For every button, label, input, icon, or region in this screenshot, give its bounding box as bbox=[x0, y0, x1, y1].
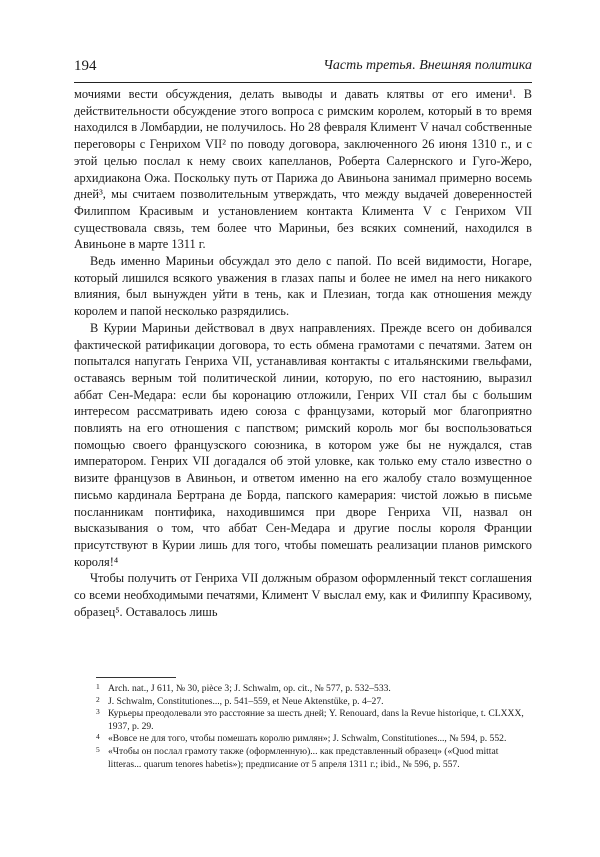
footnote bbox=[96, 683, 532, 696]
footnotes bbox=[96, 683, 532, 771]
footnote-rule bbox=[96, 677, 176, 678]
paragraph: мочиями вести обсуждения, делать выводы и давать клятвы от его имени¹. В действительности обсуждение этого вопроса с римским королем, который в то время находился в Ломбардии, не получилось. Но 28 февраля Климент V начал собственные переговоры с Генрихом VII² по поводу договора, заключенного 26 июня 1310 г., и с этой целью послал к нему своих капелланов, Роберта Салернского и Гуго-Жеро, архидиакона Ожа. Поскольку путь от Парижа до Авиньона занимал примерно восемь дней³, мы считаем позволительным утверждать, что между выдачей доверенностей Филиппом Красивым и установлением контакта Климента V с Генрихом VII существовала связь, тем более что Мариньи, без всяких сомнений, находился в Авиньоне в марте 1311 г. bbox=[74, 87, 532, 252]
paragraph: Чтобы получить от Генриха VII должным образом оформленный текст соглашения со всеми необходимыми печатями, Климент V выслал ему, как и Филиппу Красивому, образец⁵. Оставалось лишь bbox=[74, 571, 532, 619]
footnote bbox=[96, 708, 532, 733]
footnote-number: 1 bbox=[96, 682, 100, 691]
footnote-text: Курьеры преодолевали это расстояние за шесть дней; Y. Renouard, dans la Revue historique, t. CLXXX, 1937, p. 29. bbox=[108, 708, 524, 732]
footnote-text: Arch. nat., J 611, № 30, pièce 3; J. Schwalm, op. cit., № 577, p. 532–533. bbox=[108, 683, 391, 694]
page-header bbox=[74, 58, 532, 78]
main-text bbox=[74, 86, 532, 621]
footnote-number: 5 bbox=[96, 744, 100, 754]
footnote-number: 4 bbox=[96, 732, 100, 742]
running-title: Часть третья. Внешняя политика bbox=[323, 58, 532, 73]
paragraph: В Курии Мариньи действовал в двух направлениях. Прежде всего он добивался фактической ратификации договора, то есть обмена грамотами с печатями. Затем он попытался напугать Генриха VII, устанавливая контакты с итальянскими гвельфами, оставаясь верным той политической линии, которую, по его настоянию, выразил аббат Сен-Медара: если бы коронацию отложили, Генрих VII стал бы с большим интересом рассматривать идею союза с французами, который мог благоприятно повлиять на его отношения с папством; римский король мог бы воспользоваться помощью своего французского союзника, в котором уже бы не нуждался, став императором. Генрих VII догадался об этой уловке, как только ему стало известно о визите французов в Авиньон, и ответом именно на его жалобу стало возмущенное письмо кардинала Бертрана де Борда, папского камерария: чистой ложью в письме посланникам понтифика, находившимся при дворе Генриха VII, назвал он высказывания о том, что аббат Сен-Медара и другие послы короля Франции присутствуют в Курии лишь для того, чтобы помешать реализации планов римского короля!⁴ bbox=[74, 320, 532, 569]
header-rule bbox=[74, 82, 532, 83]
page-number: 194 bbox=[74, 58, 97, 74]
paragraph: Ведь именно Мариньи обсуждал это дело с папой. По всей видимости, Ногаре, который лишился всякого уважения в глазах папы и более не имел на него никакого влияния, был вынужден уйти в тень, как и Плезиан, тогда как отношения между королем и папой несколько разрядились. bbox=[74, 254, 532, 319]
footnote-text: «Вовсе не для того, чтобы помешать королю римлян»; J. Schwalm, Constitutiones..., № 594, p. 552. bbox=[108, 733, 507, 745]
footnote bbox=[96, 746, 532, 771]
footnote bbox=[96, 733, 532, 746]
footnote-number: 3 bbox=[96, 707, 100, 717]
footnote-text: «Чтобы он послал грамоту также (оформленную)... как представленный образец» («Quod mittat litteras... quarum tenores habetis»); предписание от 5 апреля 1311 г.; ibid., № 596, p. 557. bbox=[108, 745, 499, 770]
footnote-text: J. Schwalm, Constitutiones..., p. 541–559, et Neue Aktenstüke, p. 4–27. bbox=[108, 695, 384, 707]
footnote-number: 2 bbox=[96, 694, 100, 704]
footnote bbox=[96, 696, 532, 709]
